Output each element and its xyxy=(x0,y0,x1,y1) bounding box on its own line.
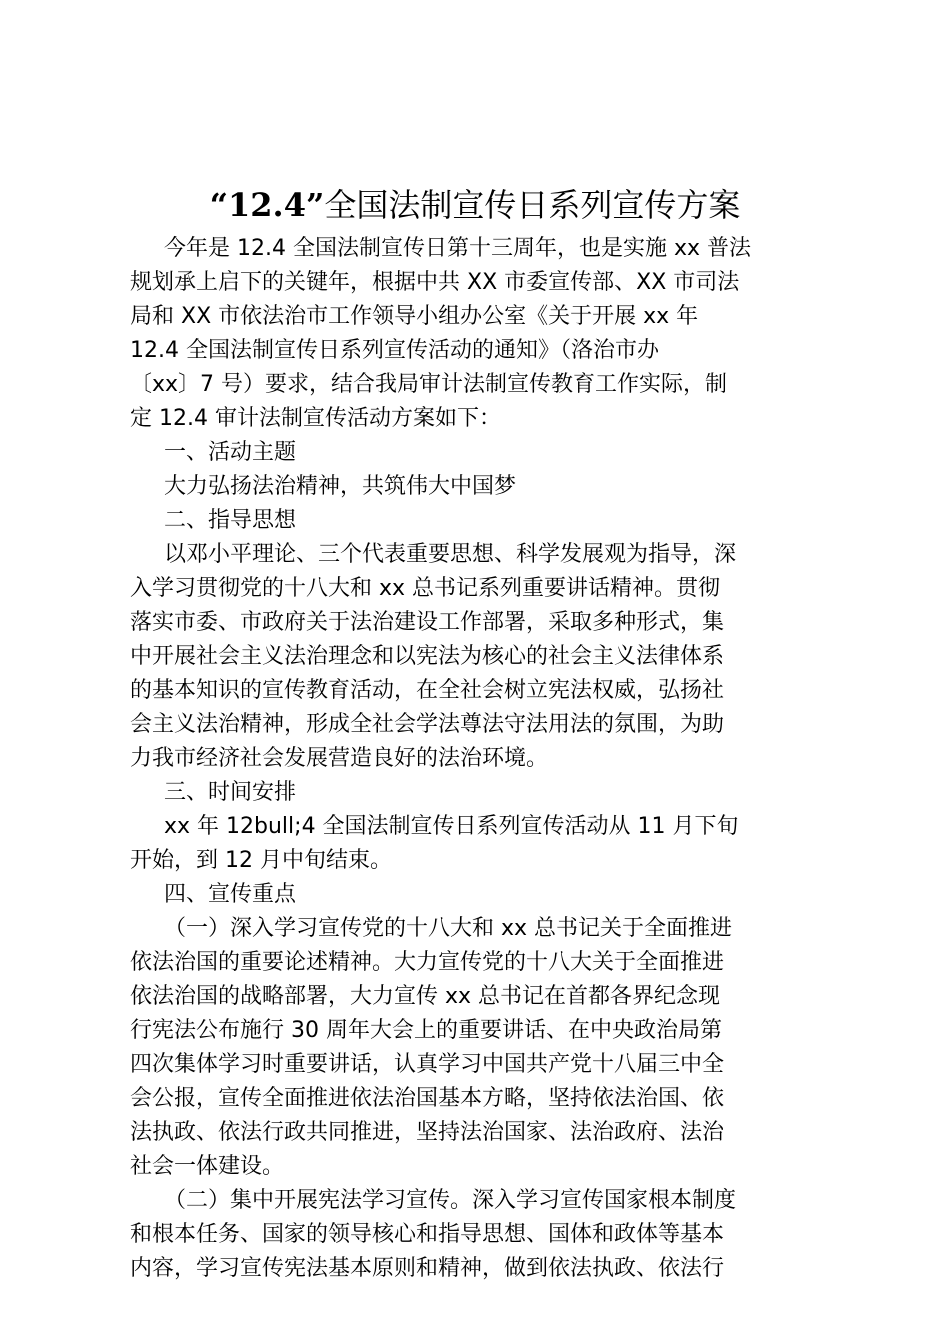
text-line: 局和 XX 市依法治市工作领导小组办公室《关于开展 xx 年 xyxy=(130,304,699,329)
text-line: 12.4 全国法制宣传日系列宣传活动的通知》（洛治市办 xyxy=(130,338,659,363)
text-line: 四次集体学习时重要讲话，认真学习中国共产党十八届三中全 xyxy=(130,1052,725,1077)
text-line: 会主义法治精神，形成全社会学法尊法守法用法的氛围，为助 xyxy=(130,712,725,737)
text-line: 四、宣传重点 xyxy=(164,882,297,907)
document-body xyxy=(130,232,830,1286)
text-line: 和根本任务、国家的领导核心和指导思想、国体和政体等基本 xyxy=(130,1222,725,1247)
text-line: 开始，到 12 月中旬结束。 xyxy=(130,848,392,873)
title-text: 全国法制宣传日系列宣传方案 xyxy=(324,186,741,224)
text-line: 的基本知识的宣传教育活动，在全社会树立宪法权威，弘扬社 xyxy=(130,678,725,703)
text-line: 三、时间安排 xyxy=(164,780,297,805)
text-line: 落实市委、市政府关于法治建设工作部署，采取多种形式，集 xyxy=(130,610,725,635)
text-line: 〔xx〕7 号）要求，结合我局审计法制宣传教育工作实际，制 xyxy=(130,372,728,397)
text-line: 定 12.4 审计法制宣传活动方案如下： xyxy=(130,406,501,431)
text-line: 中开展社会主义法治理念和以宪法为核心的社会主义法律体系 xyxy=(130,644,725,669)
text-line: 力我市经济社会发展营造良好的法治环境。 xyxy=(130,746,549,771)
text-line: 会公报，宣传全面推进依法治国基本方略，坚持依法治国、依 xyxy=(130,1086,725,1111)
text-line: 规划承上启下的关键年，根据中共 XX 市委宣传部、XX 市司法 xyxy=(130,270,740,295)
document-title xyxy=(0,180,950,230)
text-line: 内容，学习宣传宪法基本原则和精神，做到依法执政、依法行 xyxy=(130,1256,725,1281)
text-line: （二）集中开展宪法学习宣传。深入学习宣传国家根本制度 xyxy=(164,1188,737,1213)
text-line: 法执政、依法行政共同推进，坚持法治国家、法治政府、法治 xyxy=(130,1120,725,1145)
title-number: “12.4” xyxy=(209,186,325,224)
text-line: 依法治国的重要论述精神。大力宣传党的十八大关于全面推进 xyxy=(130,950,725,975)
text-line: 入学习贯彻党的十八大和 xx 总书记系列重要讲话精神。贯彻 xyxy=(130,576,721,601)
text-line: 二、指导思想 xyxy=(164,508,297,533)
text-line: 一、活动主题 xyxy=(164,440,297,465)
text-line: 今年是 12.4 全国法制宣传日第十三周年，也是实施 xx 普法 xyxy=(164,236,751,261)
text-line: 大力弘扬法治精神，共筑伟大中国梦 xyxy=(164,474,517,499)
text-line: （一）深入学习宣传党的十八大和 xx 总书记关于全面推进 xyxy=(164,916,733,941)
text-line: 依法治国的战略部署，大力宣传 xx 总书记在首都各界纪念现 xyxy=(130,984,721,1009)
text-line: 社会一体建设。 xyxy=(130,1154,285,1179)
text-line: 以邓小平理论、三个代表重要思想、科学发展观为指导，深 xyxy=(164,542,737,567)
text-line: 行宪法公布施行 30 周年大会上的重要讲话、在中央政治局第 xyxy=(130,1018,722,1043)
text-line: xx 年 12bull;4 全国法制宣传日系列宣传活动从 11 月下旬 xyxy=(164,814,739,839)
